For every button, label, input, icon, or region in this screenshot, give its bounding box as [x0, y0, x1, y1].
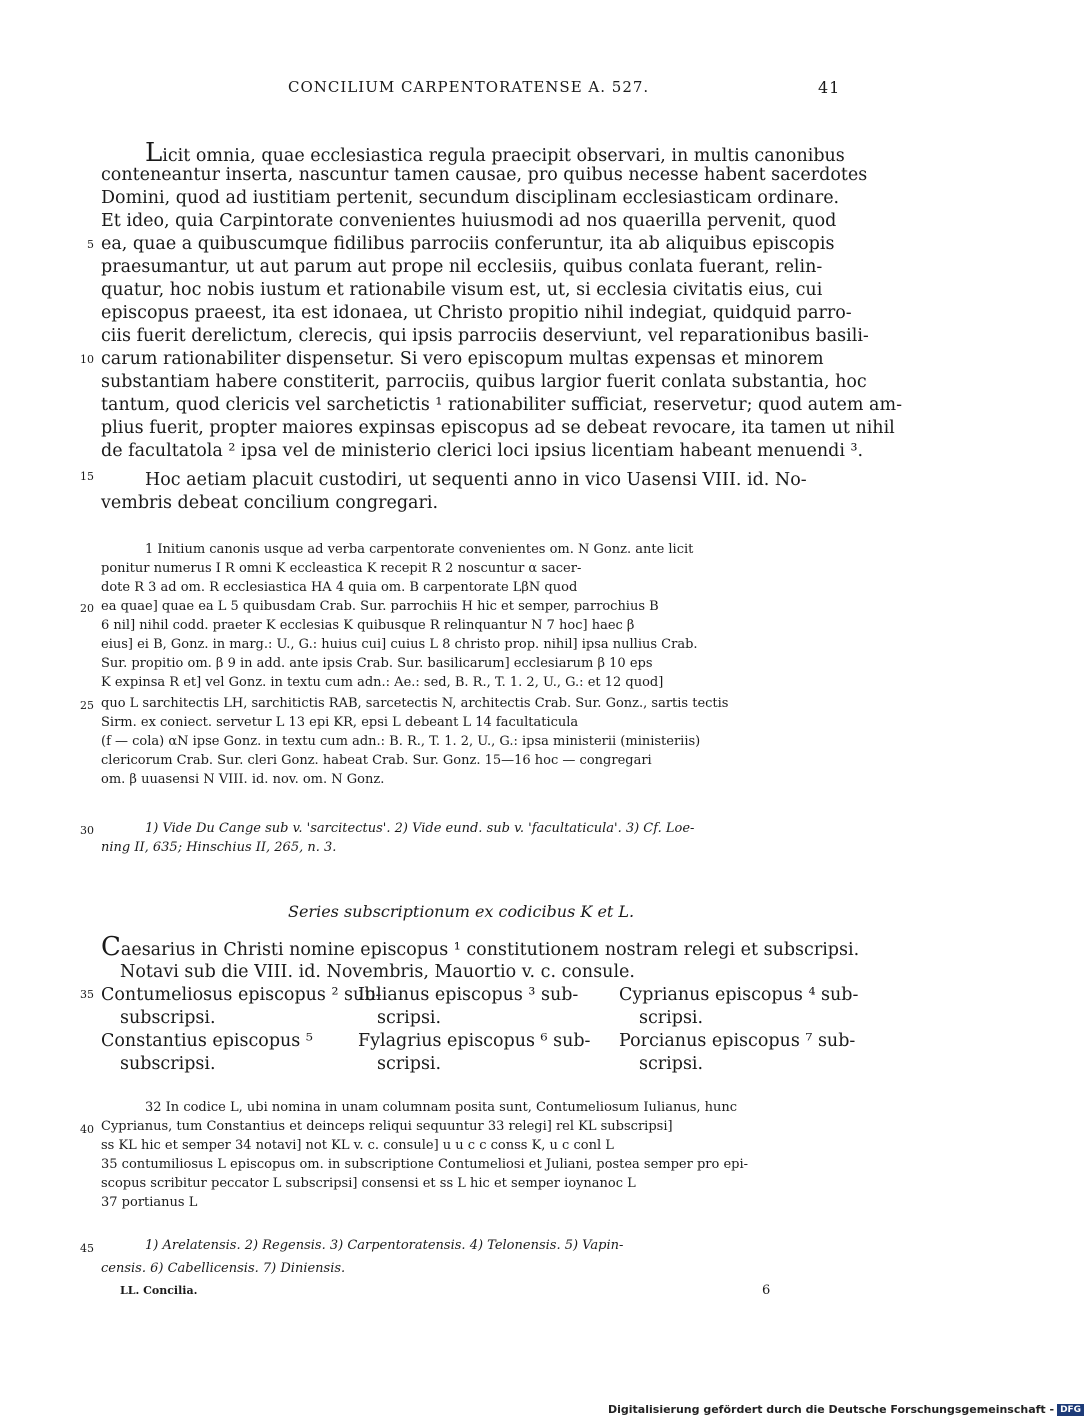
funding-text: Digitalisierung gefördert durch die Deutsche Forschungsgemeinschaft -	[608, 1403, 1055, 1416]
running-title: CONCILIUM CARPENTORATENSE A. 527.	[288, 78, 650, 96]
line-number: 5	[87, 238, 94, 251]
subscription-intro-line: Notavi sub die VIII. id. Novembris, Mauortio v. c. consule.	[120, 962, 635, 982]
apparatus-line: ss KL hic et semper 34 notavi] not KL v. c. consule] u u c c conss K, u c conl L	[101, 1138, 614, 1153]
line-number: 15	[80, 470, 94, 483]
apparatus-line: Cyprianus, tum Constantius et deinceps reliqui sequuntur 33 relegi] rel KL subscripsi]	[101, 1119, 673, 1134]
line-number: 40	[80, 1123, 94, 1136]
text-line: Domini, quod ad iustitiam pertenit, secundum disciplinam ecclesiasticam ordinare.	[101, 188, 840, 208]
apparatus-line: Sirm. ex coniect. servetur L 13 epi KR, epsi L debeant L 14 facultaticula	[101, 715, 579, 730]
text-line: carum rationabiliter dispensetur. Si vero episcopum multas expensas et minorem	[101, 349, 824, 369]
apparatus-line: K expinsa R et] vel Gonz. in textu cum adn.: Ae.: sed, B. R., T. 1. 2, U., G.: et 12 quod]	[101, 675, 664, 690]
subscriber: scripsi.	[639, 1008, 704, 1028]
line-number: 25	[80, 699, 94, 712]
apparatus-line: ea quae] quae ea L 5 quibusdam Crab. Sur. parrochiis H hic et semper, parrochius B	[101, 599, 659, 614]
line-number: 10	[80, 353, 94, 366]
text-line: Et ideo, quia Carpintorate convenientes huiusmodi ad nos quaerilla pervenit, quod	[101, 211, 837, 231]
apparatus-line: clericorum Crab. Sur. cleri Gonz. habeat Crab. Sur. Gonz. 15—16 hoc — congregari	[101, 753, 652, 768]
apparatus-line: Sur. propitio om. β 9 in add. ante ipsis Crab. Sur. basilicarum] ecclesiarum β 10 eps	[101, 656, 653, 671]
apparatus-line: 6 nil] nihil codd. praeter K ecclesias K quibusque R relinquantur N 7 hoc] haec β	[101, 618, 635, 633]
footnote-line: ning II, 635; Hinschius II, 265, n. 3.	[101, 840, 337, 855]
signature-label: LL. Concilia.	[120, 1284, 198, 1297]
text-line: de facultatola ² ipsa vel de ministerio clerici loci ipsius licentiam habeant menuendi ³.	[101, 441, 864, 461]
subscriber: Contumeliosus episcopus ² sub-	[101, 985, 382, 1005]
line-number: 45	[80, 1242, 94, 1255]
subscriber: subscripsi.	[120, 1008, 216, 1028]
text-line: plius fuerit, propter maiores expinsas episcopus ad se debeat revocare, ita tamen ut nihil	[101, 418, 895, 438]
footnote-line: 1) Arelatensis. 2) Regensis. 3) Carpentoratensis. 4) Telonensis. 5) Vapin-	[145, 1238, 624, 1253]
text-line: ea, quae a quibuscumque fidilibus parrociis conferuntur, ita ab aliquibus episcopis	[101, 234, 835, 254]
dfg-logo: DFG	[1057, 1404, 1084, 1416]
subscriber: Constantius episcopus ⁵	[101, 1031, 313, 1051]
apparatus-line: eius] ei B, Gonz. in marg.: U., G.: huius cui] cuius L 8 christo prop. nihil] ipsa nullius Crab.	[101, 637, 698, 652]
text-line: conteneantur inserta, nascuntur tamen causae, pro quibus necesse habent sacerdotes	[101, 165, 868, 185]
apparatus-line: 1 Initium canonis usque ad verba carpentorate convenientes om. N Gonz. ante licit	[145, 542, 694, 557]
subscriber: scripsi.	[377, 1054, 442, 1074]
text-line: praesumantur, ut aut parum aut prope nil ecclesiis, quibus conlata fuerant, relin-	[101, 257, 823, 277]
text-line: Hoc aetiam placuit custodiri, ut sequenti anno in vico Uasensi VIII. id. No-	[145, 470, 807, 490]
apparatus-line: om. β uuasensi N VIII. id. nov. om. N Gonz.	[101, 772, 385, 787]
line-number: 35	[80, 988, 94, 1001]
line-number: 20	[80, 602, 94, 615]
subscriber: scripsi.	[377, 1008, 442, 1028]
page-number: 41	[818, 78, 841, 97]
text-line: episcopus praeest, ita est idonaea, ut Christo propitio nihil indegiat, quidquid parro-	[101, 303, 852, 323]
section-title: Series subscriptionum ex codicibus K et L.	[288, 902, 635, 921]
subscriber: Iulianus episcopus ³ sub-	[358, 985, 579, 1005]
subscription-intro-line: Caesarius in Christi nomine episcopus ¹ constitutionem nostram relegi et subscripsi.	[101, 932, 860, 962]
footnote-line: 1) Vide Du Cange sub v. 'sarcitectus'. 2) Vide eund. sub v. 'facultaticula'. 3) Cf. Loe-	[145, 821, 695, 836]
subscriber: scripsi.	[639, 1054, 704, 1074]
apparatus-line: scopus scribitur peccator L subscripsi] consensi et ss L hic et semper ioynanoc L	[101, 1176, 636, 1191]
subscriber: subscripsi.	[120, 1054, 216, 1074]
subscriber: Cyprianus episcopus ⁴ sub-	[619, 985, 859, 1005]
apparatus-line: 37 portianus L	[101, 1195, 198, 1210]
text-line: Licit omnia, quae ecclesiastica regula praecipit observari, in multis canonibus	[145, 138, 845, 168]
line-number: 30	[80, 824, 94, 837]
apparatus-line: 35 contumiliosus L episcopus om. in subscriptione Contumeliosi et Juliani, postea semper pro epi-	[101, 1157, 749, 1172]
apparatus-line: dote R 3 ad om. R ecclesiastica HA 4 quia om. B carpentorate LβN quod	[101, 580, 578, 595]
subscriber: Fylagrius episcopus ⁶ sub-	[358, 1031, 591, 1051]
text-line: tantum, quod clericis vel sarchetictis ¹ rationabiliter sufficiat, reservetur; quod autem am-	[101, 395, 902, 415]
funding-notice	[608, 1403, 1084, 1416]
apparatus-line: quo L sarchitectis LH, sarchitictis RAB, sarcetectis N, architectis Crab. Sur. Gonz., sartis tectis	[101, 696, 729, 711]
apparatus-line: 32 In codice L, ubi nomina in unam columnam posita sunt, Contumeliosum Iulianus, hunc	[145, 1100, 738, 1115]
subscriber: Porcianus episcopus ⁷ sub-	[619, 1031, 856, 1051]
text-line: vembris debeat concilium congregari.	[101, 493, 439, 513]
text-line: quatur, hoc nobis iustum et rationabile visum est, ut, si ecclesia civitatis eius, cui	[101, 280, 823, 300]
text-line: ciis fuerit derelictum, clerecis, qui ipsis parrociis deserviunt, vel reparationibus basili-	[101, 326, 869, 346]
text-line: substantiam habere constiterit, parrociis, quibus largior fuerit conlata substantia, hoc	[101, 372, 867, 392]
footnote-line: censis. 6) Cabellicensis. 7) Diniensis.	[101, 1261, 346, 1276]
apparatus-line: ponitur numerus I R omni K eccleastica K recepit R 2 noscuntur α sacer-	[101, 561, 582, 576]
signature-number: 6	[762, 1283, 771, 1298]
apparatus-line: (f — cola) αN ipse Gonz. in textu cum adn.: B. R., T. 1. 2, U., G.: ipsa ministerii (ministeriis)	[101, 734, 701, 749]
